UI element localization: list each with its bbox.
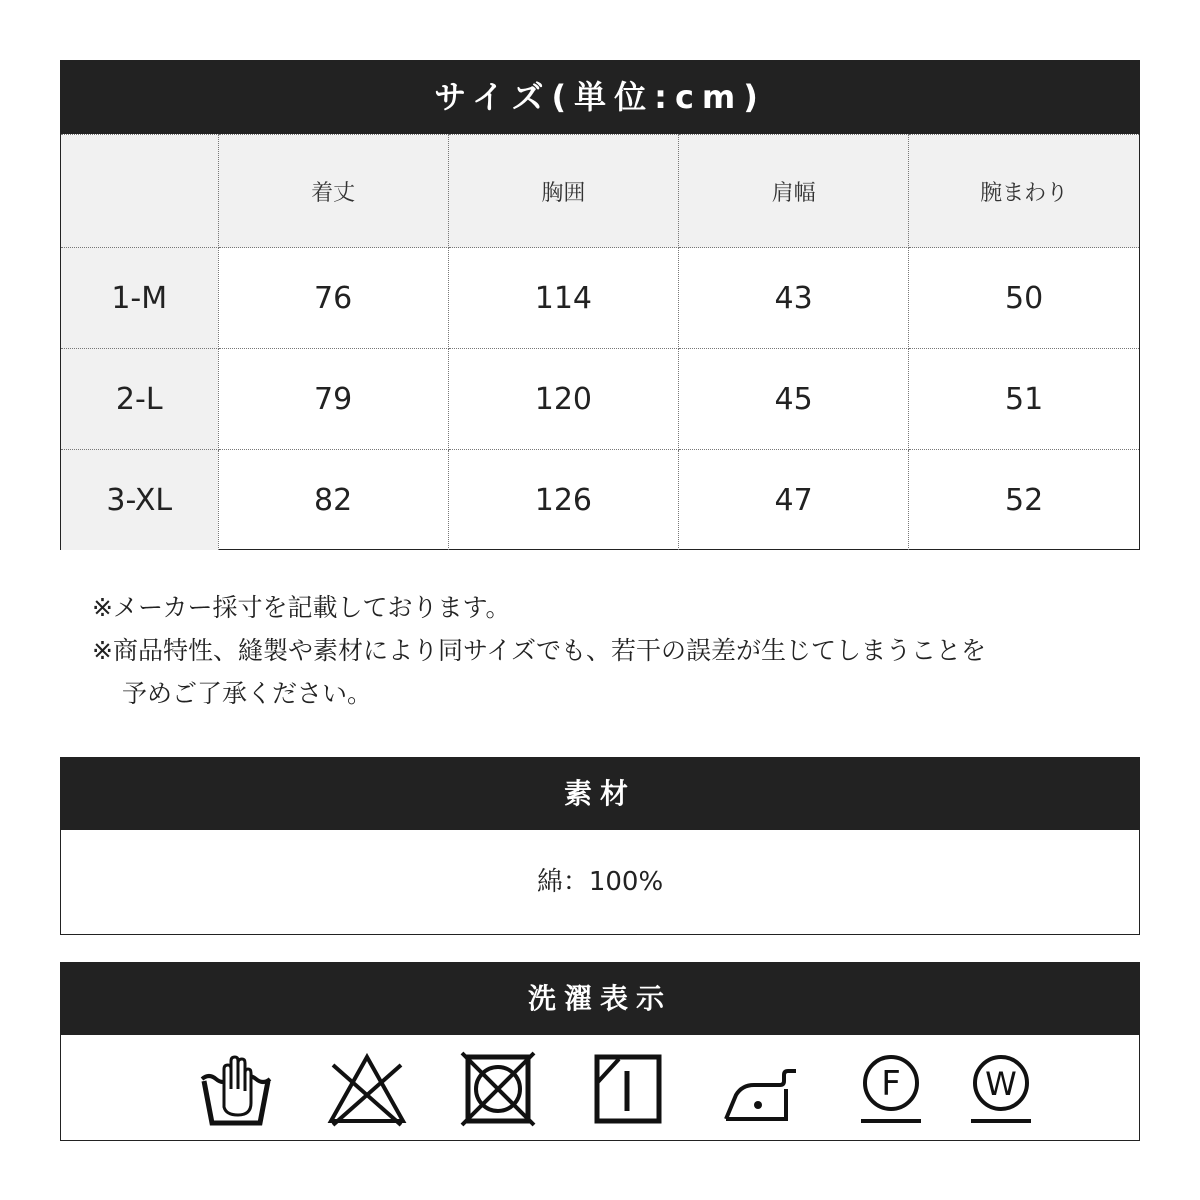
table-cell: 79 xyxy=(218,349,448,450)
table-cell: 114 xyxy=(448,248,678,349)
header-cell-shoulder: 肩幅 xyxy=(679,135,909,248)
size-table-section xyxy=(60,60,1140,550)
care-icons xyxy=(61,1035,1139,1140)
table-row xyxy=(61,450,1139,551)
dry-clean-f-icon xyxy=(851,1049,931,1129)
table-cell: 120 xyxy=(448,349,678,450)
size-table-header-row xyxy=(61,135,1139,248)
care-title: 洗濯表示 xyxy=(61,963,1139,1035)
table-cell: 50 xyxy=(909,248,1139,349)
no-bleach-icon xyxy=(327,1049,407,1129)
header-cell-arm: 腕まわり xyxy=(909,135,1139,248)
size-label: 3-XL xyxy=(61,450,218,551)
table-cell: 43 xyxy=(679,248,909,349)
table-row xyxy=(61,248,1139,349)
note-line: 予めご了承ください。 xyxy=(122,679,373,708)
table-cell: 47 xyxy=(679,450,909,551)
table-cell: 52 xyxy=(909,450,1139,551)
low-iron-icon xyxy=(720,1049,800,1129)
size-table xyxy=(61,134,1139,550)
no-tumble-dry-icon xyxy=(458,1049,538,1129)
size-label: 2-L xyxy=(61,349,218,450)
table-cell: 51 xyxy=(909,349,1139,450)
table-cell: 82 xyxy=(218,450,448,551)
care-section xyxy=(60,962,1140,1141)
header-cell-chest: 胸囲 xyxy=(448,135,678,248)
table-cell: 76 xyxy=(218,248,448,349)
size-label: 1-M xyxy=(61,248,218,349)
hand-wash-icon xyxy=(196,1049,276,1129)
size-table-title: サイズ(単位:cm) xyxy=(61,61,1139,134)
note-line: ※商品特性、縫製や素材により同サイズでも、若干の誤差が生じてしまうことを xyxy=(92,636,986,665)
material-section xyxy=(60,757,1140,935)
table-row xyxy=(61,349,1139,450)
note-line: ※メーカー採寸を記載しております。 xyxy=(92,593,511,622)
header-cell-empty xyxy=(61,135,218,248)
drip-dry-icon xyxy=(589,1049,669,1129)
header-cell-length: 着丈 xyxy=(218,135,448,248)
notes xyxy=(92,586,1132,715)
dry-clean-f-letter: F xyxy=(881,1064,901,1104)
wet-clean-w-icon xyxy=(961,1049,1041,1129)
wet-clean-w-letter: W xyxy=(985,1065,1017,1103)
material-title: 素材 xyxy=(61,758,1139,830)
table-cell: 45 xyxy=(679,349,909,450)
table-cell: 126 xyxy=(448,450,678,551)
material-value: 綿：100% xyxy=(536,867,664,897)
